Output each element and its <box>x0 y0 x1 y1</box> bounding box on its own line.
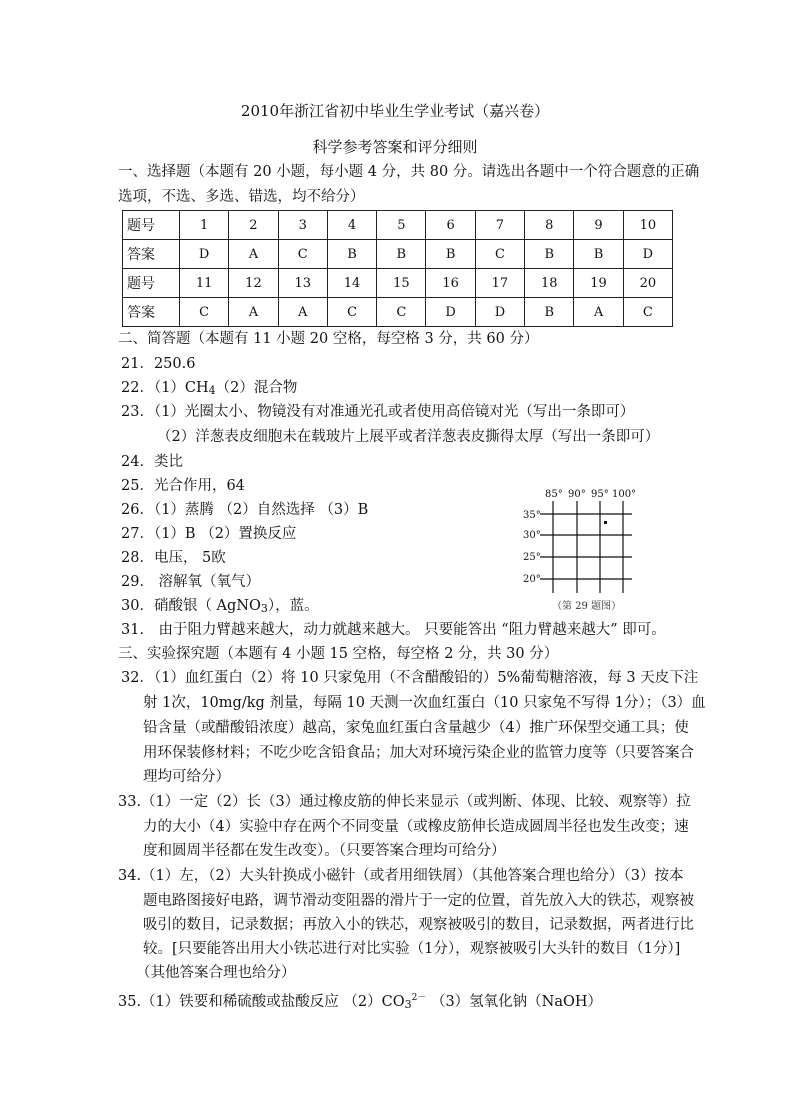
latitude-label: 25° <box>523 552 541 563</box>
answer-cell: A <box>278 298 327 327</box>
question-number: 16 <box>426 269 475 298</box>
answer-cell: B <box>426 240 475 269</box>
answer-34-line4: 较。[只要能答出用大小铁芯进行对比实验（1分），观察被吸引大头针的数目（1分）] <box>143 941 681 957</box>
row-label: 题号 <box>123 269 180 298</box>
longitude-label: 85° <box>545 489 563 500</box>
answer-23-part2: （2）洋葱表皮细胞未在载玻片上展平或者洋葱表皮撕得太厚（写出一条即可） <box>157 429 660 445</box>
latitude-label: 20° <box>523 574 541 585</box>
question-number: 5 <box>377 211 426 240</box>
answer-cell: C <box>377 298 426 327</box>
question-number: 19 <box>574 269 623 298</box>
answer-23-part1: 23．（1）光圈太小、物镜没有对准通光孔或者使用高倍镜对光（写出一条即可） <box>121 404 635 420</box>
answer-cell: D <box>475 298 524 327</box>
question-number: 10 <box>623 211 672 240</box>
answer-cell: B <box>525 240 574 269</box>
latitude-label: 30° <box>523 530 541 541</box>
row-label: 题号 <box>123 211 180 240</box>
answer-cell: C <box>475 240 524 269</box>
answer-34-line1: 34.（1）左，（2）大头针换成小磁针（或者用细铁屑）（其他答案合理也给分）（3）按本 <box>118 868 684 884</box>
answer-32-line2: 射 1次，10mg/kg 剂量，每隔 10 天测一次血红蛋白（10 只家兔不写得 1分）；（3）血 <box>143 695 706 711</box>
document-title: 2010年浙江省初中毕业生学业考试（嘉兴卷） <box>240 102 550 120</box>
table-row <box>123 211 673 240</box>
figure-caption: （第 29 题图） <box>552 601 622 612</box>
answer-28: 28．电压， 5欧 <box>121 550 226 566</box>
answer-30-subscript: 3 <box>260 602 268 615</box>
answer-cell: B <box>327 240 376 269</box>
answer-34-line2: 题电路图接好电路，调节滑动变阻器的滑片于一定的位置，首先放入大的铁芯，观察被 <box>143 893 694 909</box>
question-number: 1 <box>180 211 229 240</box>
answer-26: 26．（1）蒸腾 （2）自然选择 （3）B <box>121 502 369 518</box>
answer-34-line3: 吸引的数目，记录数据；再放入小的铁芯，观察被吸引的数目，记录数据，两者进行比 <box>143 917 694 933</box>
latitude-longitude-grid-figure <box>520 485 660 615</box>
row-label: 答案 <box>123 298 180 327</box>
question-number: 2 <box>229 211 278 240</box>
answer-35-suffix: （3）氢氧化钠（NaOH） <box>426 994 603 1010</box>
answer-cell: D <box>426 298 475 327</box>
answer-30 <box>121 596 319 619</box>
answer-cell: C <box>327 298 376 327</box>
question-number: 20 <box>623 269 672 298</box>
answer-27: 27．（1）B （2）置换反应 <box>121 526 297 542</box>
answer-32-line1: 32．（1）血红蛋白（2）将 10 只家兔用（不含醋酸铅的）5%葡萄糖溶液，每 3 天皮下注 <box>121 670 699 686</box>
question-number: 14 <box>327 269 376 298</box>
longitude-label: 90° <box>568 489 586 500</box>
answer-29: 29． 溶解氧（氧气） <box>121 574 261 590</box>
answer-cell: B <box>574 240 623 269</box>
answer-33-line2: 力的大小（4）实验中存在两个不同变量（或橡皮筋伸长造成圆周半径也发生改变；速 <box>143 819 689 835</box>
longitude-label: 100° <box>612 489 637 500</box>
question-number: 4 <box>327 211 376 240</box>
answer-cell: B <box>377 240 426 269</box>
answer-35-superscript: 2－ <box>411 993 427 1003</box>
latitude-label: 35° <box>523 510 541 521</box>
answer-30-prefix: 30．硝酸银（ AgNO <box>121 598 261 614</box>
answer-cell: A <box>229 298 278 327</box>
section1-heading-cont: 选项，不选、多选、错选，均不给分） <box>118 189 365 205</box>
question-number: 17 <box>475 269 524 298</box>
location-point <box>604 521 607 524</box>
answer-cell: B <box>525 298 574 327</box>
answer-21: 21．250.6 <box>121 356 196 372</box>
answer-32-line5: 理均可给分） <box>143 769 230 785</box>
table-row <box>123 298 673 327</box>
table-row <box>123 240 673 269</box>
answer-cell: A <box>574 298 623 327</box>
answer-table <box>122 210 673 327</box>
row-label: 答案 <box>123 240 180 269</box>
answer-33-line1: 33.（1）一定（2）长（3）通过橡皮筋的伸长来显示（或判断、体现、比较、观察等）拉 <box>118 794 691 810</box>
answer-35-prefix: 35.（1）铁要和稀硫酸或盐酸反应 （2）CO <box>118 994 405 1010</box>
answer-cell: C <box>278 240 327 269</box>
answer-cell: D <box>623 240 672 269</box>
table-row <box>123 269 673 298</box>
answer-24: 24．类比 <box>121 454 183 470</box>
question-number: 7 <box>475 211 524 240</box>
question-number: 9 <box>574 211 623 240</box>
question-number: 13 <box>278 269 327 298</box>
answer-32-line4: 用环保装修材料；不吃少吃含铅食品；加大对环境污染企业的监管力度等（只要答案合 <box>143 745 694 761</box>
answer-22 <box>121 378 297 401</box>
answer-34-line5: （其他答案合理也给分） <box>136 965 296 981</box>
section2-heading: 二、简答题（本题有 11 小题 20 空格，每空格 3 分，共 60 分） <box>118 331 539 347</box>
section3-heading: 三、实验探究题（本题有 4 小题 15 空格，每空格 2 分，共 30 分） <box>118 646 559 662</box>
document-subtitle: 科学参考答案和评分细则 <box>312 138 478 156</box>
question-number: 18 <box>525 269 574 298</box>
answer-32-line3: 铅含量（或醋酸铅浓度）越高，家兔血红蛋白含量越少（4）推广环保型交通工具；使 <box>143 720 689 736</box>
question-number: 15 <box>377 269 426 298</box>
question-number: 3 <box>278 211 327 240</box>
answer-31: 31． 由于阻力臂越来越大，动力就越来越大。 只要能答出 “阻力臂越来越大” 即可。 <box>121 622 666 638</box>
answer-33-line3: 度和圆周半径都在发生改变）。（只要答案合理均可给分） <box>143 843 506 859</box>
answer-22-suffix: （2）混合物 <box>215 380 298 396</box>
answer-22-subscript: 4 <box>208 384 216 397</box>
answer-30-suffix: ），蓝。 <box>267 598 319 614</box>
answer-cell: A <box>229 240 278 269</box>
question-number: 6 <box>426 211 475 240</box>
question-number: 11 <box>180 269 229 298</box>
answer-cell: D <box>180 240 229 269</box>
section1-heading: 一、选择题（本题有 20 小题，每小题 4 分，共 80 分。请选出各题中一个符合题意的正确 <box>118 164 700 180</box>
answer-25: 25．光合作用，64 <box>121 478 245 494</box>
answer-22-prefix: 22．（1）CH <box>121 380 209 396</box>
answer-cell: C <box>180 298 229 327</box>
question-number: 8 <box>525 211 574 240</box>
answer-cell: C <box>623 298 672 327</box>
answer-35 <box>118 988 602 1015</box>
question-number: 12 <box>229 269 278 298</box>
longitude-label: 95° <box>591 489 609 500</box>
answer-35-subscript: 3 <box>404 998 412 1011</box>
